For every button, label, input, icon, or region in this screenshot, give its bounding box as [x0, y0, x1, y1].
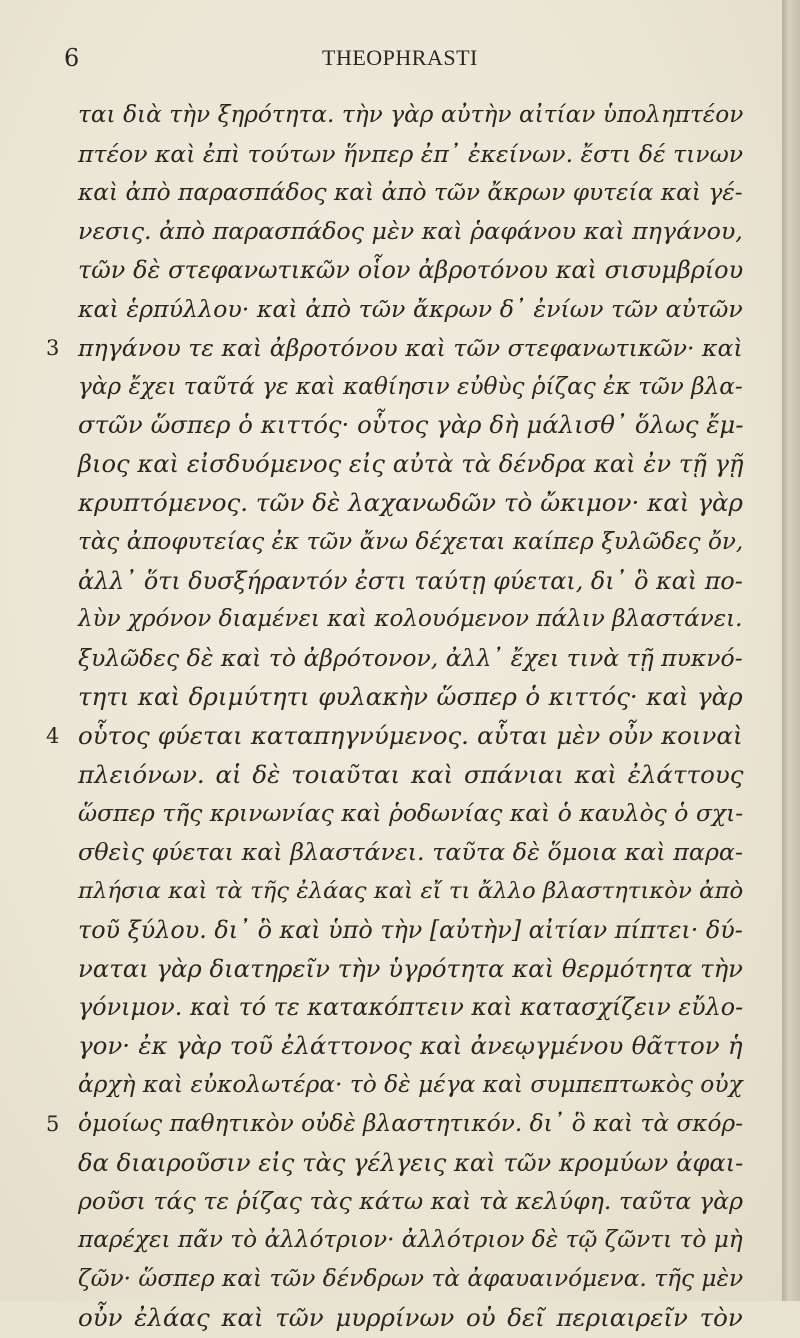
- line-text: ὁμοίως παθητικὸν οὐδὲ βλαστητικόν. δι᾽ ὃ καὶ τὰ σκόρ-: [78, 1109, 744, 1137]
- line-text: λὺν χρόνον διαμένει καὶ κολουόμενον πάλιν βλαστάνει.: [78, 606, 743, 633]
- line-text: ται διὰ τὴν ξηρότητα. τὴν γὰρ αὐτὴν αἰτίαν ὑποληπτέον: [78, 101, 744, 128]
- text-line: [0, 1299, 782, 1338]
- text-line: [0, 212, 782, 251]
- text-line: [0, 1221, 782, 1260]
- line-text: ἀρχὴ καὶ εὐκολωτέρα· τὸ δὲ μέγα καὶ συμπεπτωκὸς οὐχ: [78, 1070, 743, 1098]
- running-title: THEOPHRASTI: [322, 45, 478, 70]
- line-text: γον· ἐκ γὰρ τοῦ ἐλάττονος καὶ ἀνεῳγμένου θᾶττον ἡ: [78, 1031, 743, 1061]
- line-text: τοῦ ξύλου. δι᾽ ὃ καὶ ὑπὸ τὴν [αὐτὴν] αἰτίαν πίπτει· δύ-: [78, 915, 743, 944]
- section-number: 5: [46, 1111, 60, 1136]
- line-text: ξυλῶδες δὲ καὶ τὸ ἀβρότονον, ἀλλ᾽ ἔχει τινὰ τῇ πυκνό-: [78, 644, 743, 673]
- text-line: [0, 1182, 782, 1221]
- line-text: πτέον καὶ ἐπὶ τούτων ἥνπερ ἐπ᾽ ἐκείνων. ἔστι δέ τινων: [78, 139, 744, 168]
- text-line: [0, 329, 782, 368]
- text-line: [0, 872, 782, 911]
- text-line: [0, 484, 782, 523]
- page-header: [0, 40, 782, 76]
- text-line: [0, 135, 782, 174]
- text-line: [0, 290, 782, 329]
- text-line: [0, 174, 782, 213]
- text-line: [0, 717, 782, 756]
- page-edge: [782, 0, 800, 1301]
- line-text: καὶ ἑρπύλλου· καὶ ἀπὸ τῶν ἄκρων δ᾽ ἐνίων τῶν αὐτῶν: [78, 294, 743, 323]
- line-text: δα διαιροῦσιν εἰς τὰς γέλγεις καὶ τῶν κρομύων ἀφαι-: [78, 1148, 744, 1177]
- text-line: [0, 406, 782, 445]
- text-line: [0, 1144, 782, 1183]
- section-number: 3: [46, 335, 60, 360]
- line-text: πλειόνων. αἱ δὲ τοιαῦται καὶ σπάνιαι καὶ ἐλάττους: [78, 759, 744, 789]
- text-line: [0, 911, 782, 950]
- text-line: [0, 251, 782, 290]
- page-number: 6: [64, 44, 80, 72]
- text-line: [0, 678, 782, 717]
- line-text: βιος καὶ εἰσδυόμενος εἰς αὐτὰ τὰ δένδρα καὶ ἐν τῇ γῇ: [78, 450, 744, 479]
- section-number: 4: [46, 723, 60, 748]
- line-text: νεσις. ἀπὸ παρασπάδος μὲν καὶ ῥαφάνου καὶ πηγάνου,: [78, 217, 743, 246]
- line-text: τητι καὶ δριμύτητι φυλακὴν ὥσπερ ὁ κιττός· καὶ γὰρ: [78, 681, 743, 711]
- line-text: γὰρ ἔχει ταῦτά γε καὶ καθίησιν εὐθὺς ῥίζας ἐκ τῶν βλα-: [78, 372, 743, 400]
- text-line: [0, 1260, 782, 1299]
- line-text: γόνιμον. καὶ τό τε κατακόπτειν καὶ κατασχίζειν εὔλο-: [78, 993, 744, 1022]
- line-text: ὥσπερ τῆς κρινωνίας καὶ ῥοδωνίας καὶ ὁ καυλὸς ὁ σχι-: [78, 799, 744, 828]
- line-text: ζῶν· ὥσπερ καὶ τῶν δένδρων τὰ ἀφαυαινόμενα. τῆς μὲν: [78, 1264, 744, 1292]
- line-text: οὗτος φύεται καταπηγνύμενος. αὗται μὲν οὖν κοιναὶ: [78, 720, 743, 750]
- text-line: [0, 523, 782, 562]
- line-text: ροῦσι τάς τε ῥίζας τὰς κάτω καὶ τὰ κελύφη. ταῦτα γὰρ: [78, 1187, 743, 1216]
- text-line: [0, 950, 782, 989]
- text-line: [0, 988, 782, 1027]
- text-line: [0, 639, 782, 678]
- line-text: τὰς ἀποφυτείας ἐκ τῶν ἄνω δέχεται καίπερ ξυλῶδες ὄν,: [78, 528, 744, 555]
- text-line: [0, 368, 782, 407]
- line-text: τῶν δὲ στεφανωτικῶν οἷον ἀβροτόνου καὶ σισυμβρίου: [78, 256, 744, 285]
- line-text: πηγάνου τε καὶ ἀβροτόνου καὶ τῶν στεφανωτικῶν· καὶ: [78, 333, 743, 362]
- line-text: καὶ ἀπὸ παρασπάδος καὶ ἀπὸ τῶν ἄκρων φυτεία καὶ γέ-: [78, 178, 743, 206]
- text-line: [0, 1027, 782, 1066]
- line-text: ναται γὰρ διατηρεῖν τὴν ὑγρότητα καὶ θερμότητα τὴν: [78, 953, 743, 983]
- text-line: [0, 756, 782, 795]
- line-text: σθεὶς φύεται καὶ βλαστάνει. ταῦτα δὲ ὅμοια καὶ παρα-: [78, 838, 743, 867]
- text-line: [0, 600, 782, 639]
- line-text: πλήσια καὶ τὰ τῆς ἐλάας καὶ εἴ τι ἄλλο βλαστητικὸν ἀπὸ: [78, 877, 744, 904]
- text-line: [0, 562, 782, 601]
- text-line: [0, 794, 782, 833]
- line-text: στῶν ὥσπερ ὁ κιττός· οὗτος γὰρ δὴ μάλισθ᾽ ὅλως ἔμ-: [78, 410, 744, 440]
- text-line: [0, 96, 782, 135]
- line-text: οὖν ἐλάας καὶ τῶν μυρρίνων οὐ δεῖ περιαιρεῖν τὸν: [78, 1302, 743, 1332]
- text-line: [0, 833, 782, 872]
- line-text: κρυπτόμενος. τῶν δὲ λαχανωδῶν τὸ ὤκιμον· καὶ γὰρ: [78, 487, 743, 517]
- body-text: [0, 96, 782, 1338]
- line-text: ἀλλ᾽ ὅτι δυσξήραντόν ἐστι ταύτῃ φύεται, δι᾽ ὃ καὶ πο-: [78, 566, 743, 595]
- line-text: παρέχει πᾶν τὸ ἀλλότριον· ἀλλότριον δὲ τῷ ζῶντι τὸ μὴ: [78, 1226, 743, 1254]
- text-line: [0, 1105, 782, 1144]
- text-line: [0, 445, 782, 484]
- text-line: [0, 1066, 782, 1105]
